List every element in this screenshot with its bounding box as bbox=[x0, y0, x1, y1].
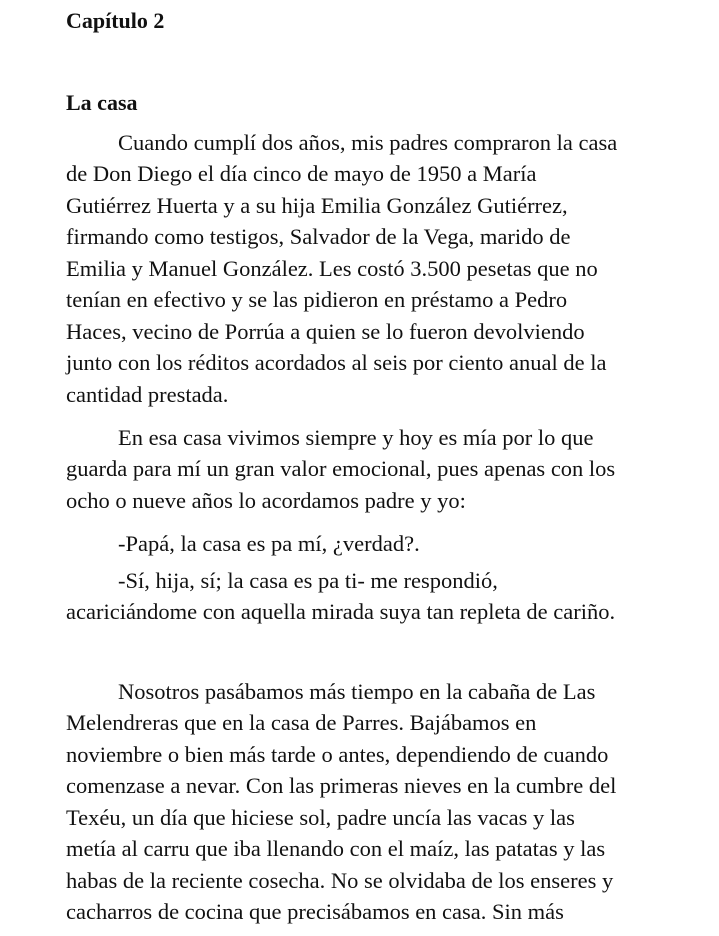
dialogue-line: -Papá, la casa es pa mí, ¿verdad?. bbox=[118, 531, 420, 556]
dialogue-line: -Sí, hija, sí; la casa es pa ti- me respondió, bbox=[118, 568, 498, 593]
text-line: acariciándome con aquella mirada suya tan repleta de cariño. bbox=[66, 599, 616, 624]
text-line: Cuando cumplí dos años, mis padres compraron la casa bbox=[118, 130, 618, 155]
text-line: habas de la reciente cosecha. No se olvidaba de los enseres y bbox=[66, 868, 614, 893]
text-line: ocho o nueve años lo acordamos padre y yo: bbox=[66, 488, 466, 513]
text-line: firmando como testigos, Salvador de la Vega, marido de bbox=[66, 224, 571, 249]
text-line: Emilia y Manuel González. Les costó 3.500 pesetas que no bbox=[66, 256, 598, 281]
text-line: En esa casa vivimos siempre y hoy es mía por lo que bbox=[118, 425, 594, 450]
text-line: tenían en efectivo y se las pidieron en préstamo a Pedro bbox=[66, 287, 568, 312]
text-line: de Don Diego el día cinco de mayo de 1950 a María bbox=[66, 161, 537, 186]
text-line: metía al carru que iba llenando con el maíz, las patatas y las bbox=[66, 836, 606, 861]
text-line: comenzase a nevar. Con las primeras nieves en la cumbre del bbox=[66, 773, 617, 798]
text-line: junto con los réditos acordados al seis por ciento anual de la bbox=[66, 350, 607, 375]
text-line: cacharros de cocina que precisábamos en casa. Sin más bbox=[66, 899, 564, 924]
chapter-title: Capítulo 2 bbox=[66, 8, 165, 33]
text-line: cantidad prestada. bbox=[66, 382, 229, 407]
text-line: Nosotros pasábamos más tiempo en la cabaña de Las bbox=[118, 679, 596, 704]
text-line: Gutiérrez Huerta y a su hija Emilia González Gutiérrez, bbox=[66, 193, 568, 218]
text-line: noviembre o bien más tarde o antes, dependiendo de cuando bbox=[66, 742, 609, 767]
section-title: La casa bbox=[66, 90, 138, 115]
text-line: Melendreras que en la casa de Parres. Bajábamos en bbox=[66, 710, 537, 735]
text-line: Haces, vecino de Porrúa a quien se lo fueron devolviendo bbox=[66, 319, 585, 344]
text-line: guarda para mí un gran valor emocional, pues apenas con los bbox=[66, 456, 616, 481]
text-line: Texéu, un día que hiciese sol, padre uncía las vacas y las bbox=[66, 805, 575, 830]
